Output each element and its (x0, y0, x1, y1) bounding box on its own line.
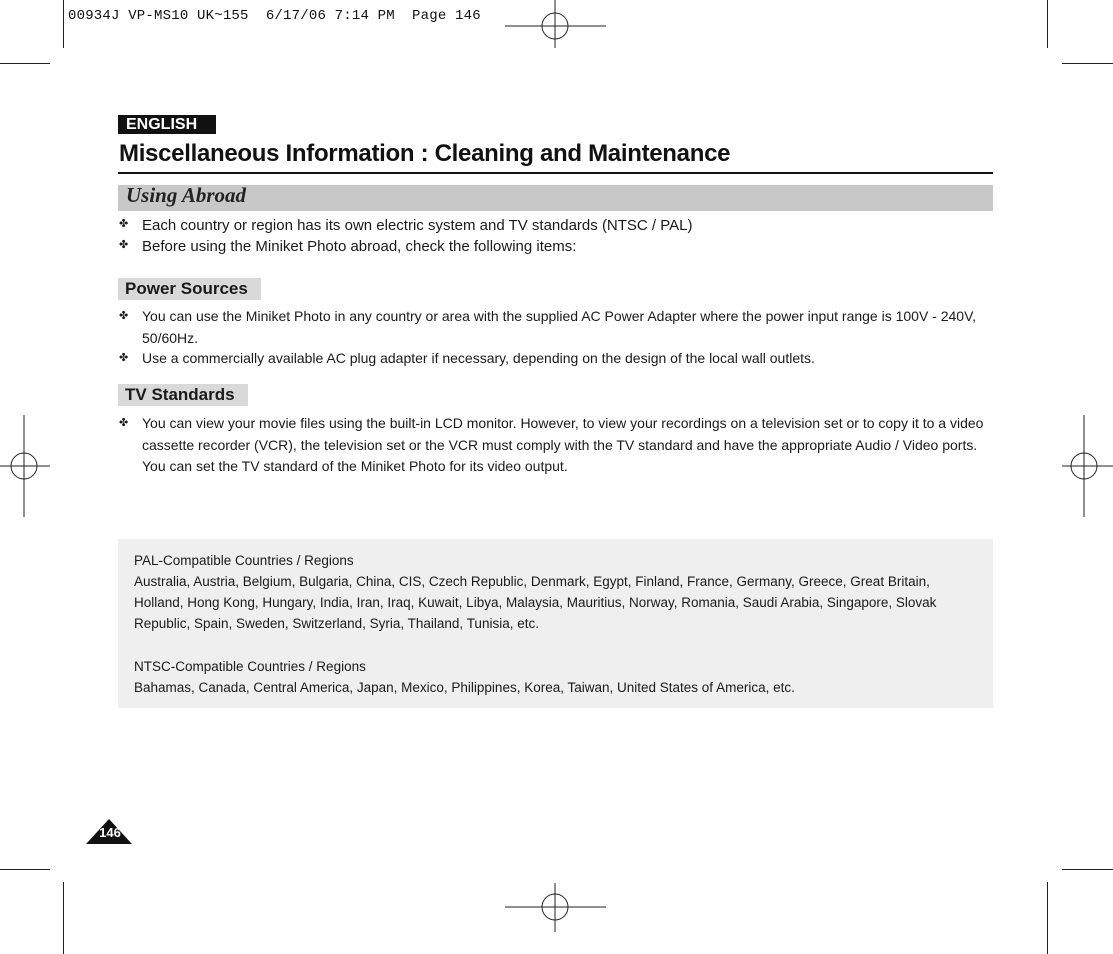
tv-bullet (119, 413, 992, 478)
power-sources-heading: Power Sources (118, 278, 261, 300)
tv-standards-heading: TV Standards (118, 384, 248, 406)
pal-countries: Australia, Austria, Belgium, Bulgaria, China, CIS, Czech Republic, Denmark, Egypt, Finland, France, Germany, Greece, Great Britain, Holland, Hong Kong, Hungary, India, Iran, Iraq, Kuwait, Libya, Malaysia, Mauritius, Norway, Romania, Saudi Arabia, Singapore, Slovak Republic, Spain, Sweden, Switzerland, Syria, Thailand, Tunisia, etc. (134, 574, 937, 631)
bullet-mark-icon: ✤ (119, 218, 129, 230)
bullet-mark-icon: ✤ (119, 239, 129, 251)
intro-bullet-text: Before using the Miniket Photo abroad, check the following items: (142, 238, 577, 255)
section-header-bar (118, 185, 993, 211)
bullet-mark-icon: ✤ (119, 417, 129, 429)
pal-heading: PAL-Compatible Countries / Regions (134, 553, 354, 568)
power-bullet-text: You can use the Miniket Photo in any country or area with the supplied AC Power Adapter where the power input range is 100V - 240V, 50/60Hz. (142, 308, 977, 346)
ntsc-heading: NTSC-Compatible Countries / Regions (134, 659, 366, 674)
tv-bullet-text: You can view your movie files using the built-in LCD monitor. However, to view your recordings on a television set or to copy it to a video cassette recorder (VCR), the television set or the VCR must comply with the TV standard and have the appropriate Audio / Video ports. You can set the TV standard of the Miniket Photo for its video output. (142, 415, 984, 474)
power-bullet (119, 306, 992, 349)
section-title: Using Abroad (126, 183, 247, 207)
power-bullet (119, 348, 992, 370)
power-bullet-text: Use a commercially available AC plug adapter if necessary, depending on the design of the local wall outlets. (142, 350, 815, 366)
ntsc-countries: Bahamas, Canada, Central America, Japan, Mexico, Philippines, Korea, Taiwan, United States of America, etc. (134, 680, 795, 695)
intro-bullet-text: Each country or region has its own electric system and TV standards (NTSC / PAL) (142, 217, 693, 234)
title-divider (118, 172, 993, 174)
language-tab: ENGLISH (118, 115, 216, 134)
page-title: Miscellaneous Information : Cleaning and Maintenance (119, 140, 731, 167)
printer-slug: 00934J VP-MS10 UK~155 6/17/06 7:14 PM Page 146 (68, 8, 481, 24)
page-number: 146 (99, 825, 121, 840)
bullet-mark-icon: ✤ (119, 352, 129, 364)
bullet-mark-icon: ✤ (119, 310, 129, 322)
